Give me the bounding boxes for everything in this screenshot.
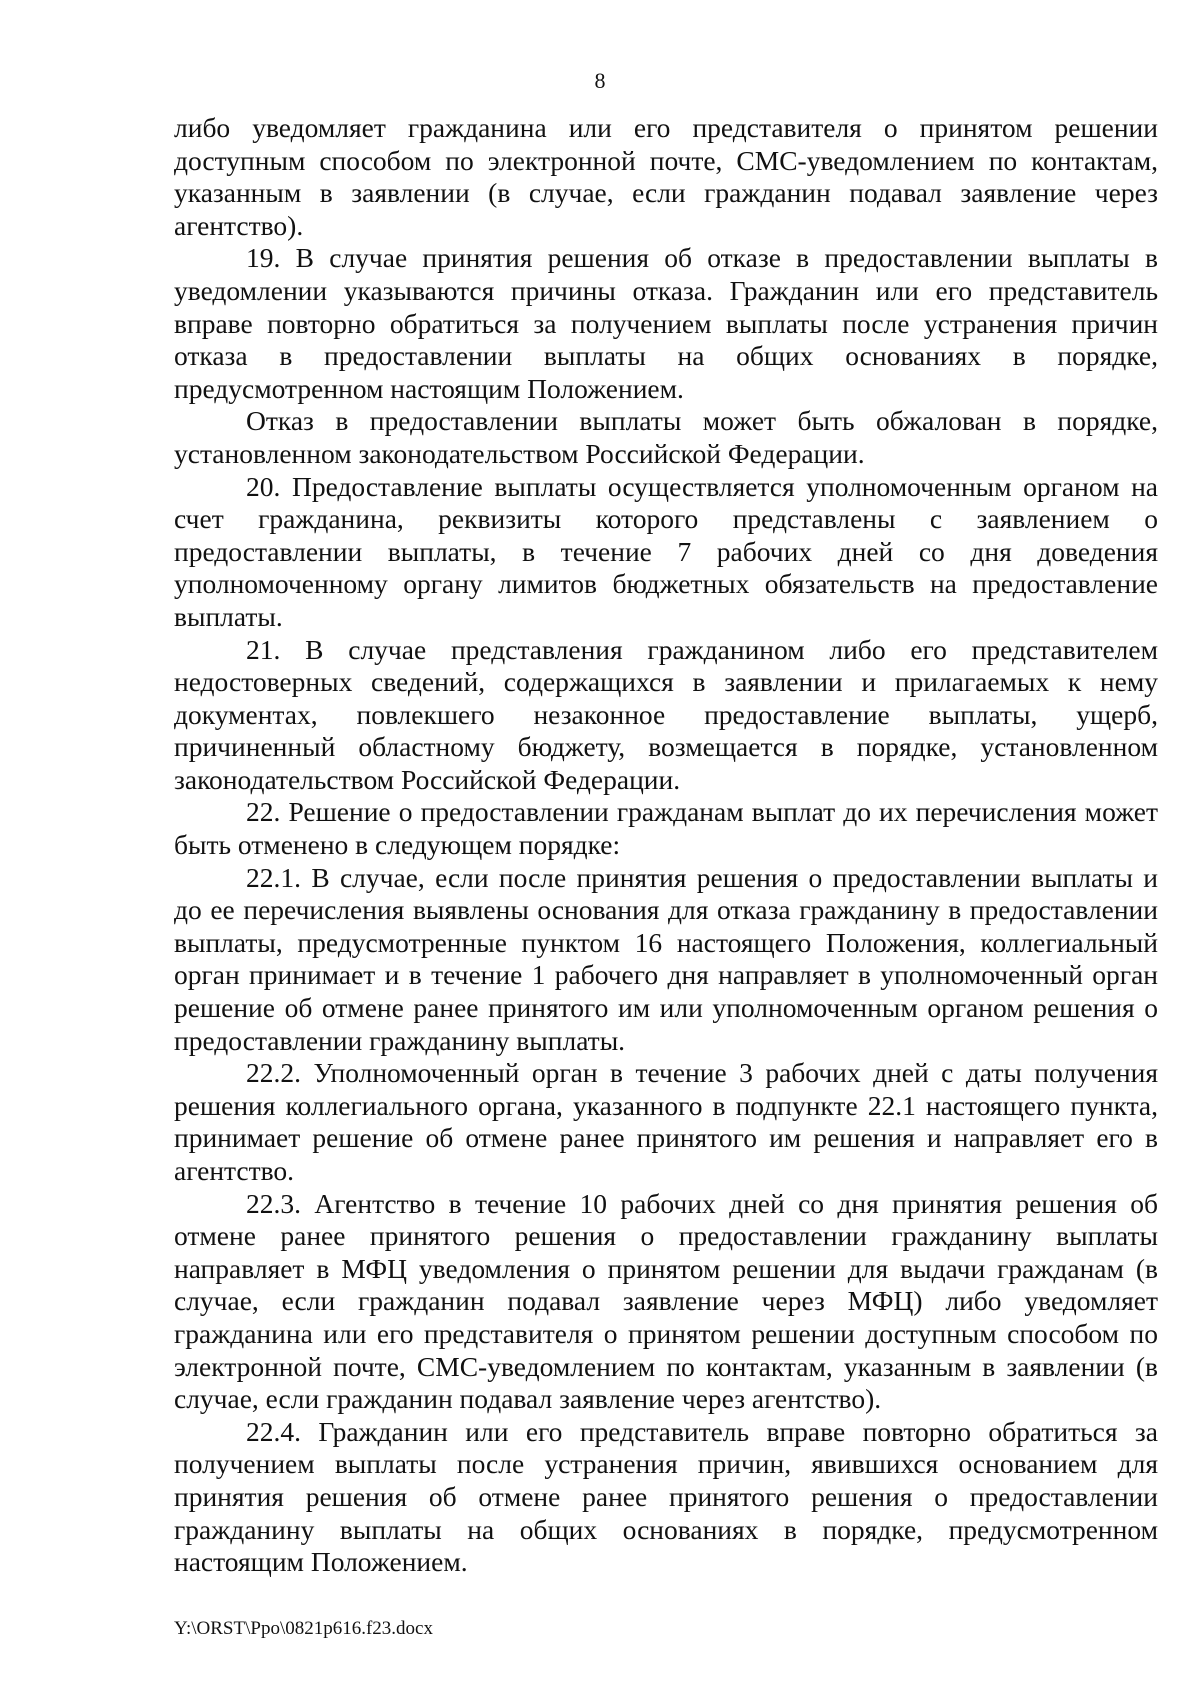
footer-file-path: Y:\ORST\Ppo\0821p616.f23.docx <box>174 1618 433 1639</box>
paragraph-refusal-appeal: Отказ в предоставлении выплаты может быть обжалован в порядке, установленном законодательством Российской Федерации. <box>174 405 1158 469</box>
paragraph-22: 22. Решение о предоставлении гражданам выплат до их перечисления может быть отменено в следующем порядке: <box>174 796 1158 861</box>
paragraph-22-2: 22.2. Уполномоченный орган в течение 3 рабочих дней с даты получения решения коллегиального органа, указанного в подпункте 22.1 настоящего пункта, принимает решение об отмене ранее принятого им решения и направляет его в агентство. <box>174 1057 1158 1186</box>
paragraph-22-1: 22.1. В случае, если после принятия решения о предоставлении выплаты и до ее перечисления выявлены основания для отказа гражданину в предоставлении выплаты, предусмотренные пунктом 16 настоящего Положения, коллегиальный орган принимает и в течение 1 рабочего дня направляет в уполномоченный орган решение об отмене ранее принятого им или уполномоченным органом решения о предоставлении гражданину выплаты. <box>174 861 1158 1056</box>
paragraph-continuation: либо уведомляет гражданина или его представителя о принятом решении доступным способом по электронной почте, СМС-уведомлением по контактам, указанным в заявлении (в случае, если гражданин подавал заявление через агентство). <box>174 112 1158 241</box>
paragraph-21: 21. В случае представления гражданином либо его представителем недостоверных сведений, содержащихся в заявлении и прилагаемых к нему документах, повлекшего незаконное предоставление выплаты, ущерб, причиненный областному бюджету, возмещается в порядке, установленном законодательством Российской Федерации. <box>174 633 1158 795</box>
paragraph-20: 20. Предоставление выплаты осуществляется уполномоченным органом на счет гражданина, реквизиты которого представлены с заявлением о предоставлении выплаты, в течение 7 рабочих дней со дня доведения уполномоченному органу лимитов бюджетных обязательств на предоставление выплаты. <box>174 470 1158 632</box>
paragraph-19: 19. В случае принятия решения об отказе в предоставлении выплаты в уведомлении указываются причины отказа. Гражданин или его представитель вправе повторно обратиться за получением выплаты после устранения причин отказа в предоставлении выплаты на общих основаниях в порядке, предусмотренном настоящим Положением. <box>174 242 1158 404</box>
page-number: 8 <box>594 68 606 93</box>
paragraph-22-4: 22.4. Гражданин или его представитель вправе повторно обратиться за получением выплаты после устранения причин, явившихся основанием для принятия решения об отмене ранее принятого решения о предоставлении гражданину выплаты на общих основаниях в порядке, предусмотренном настоящим Положением. <box>174 1415 1158 1578</box>
document-body <box>174 112 1158 1579</box>
paragraph-22-3: 22.3. Агентство в течение 10 рабочих дней со дня принятия решения об отмене ранее принятого решения о предоставлении гражданину выплаты направляет в МФЦ уведомления о принятом решении для выдачи гражданам (в случае, если гражданин подавал заявление через МФЦ) либо уведомляет гражданина или его представителя о принятом решении доступным способом по электронной почте, СМС-уведомлением по контактам, указанным в заявлении (в случае, если гражданин подавал заявление через агентство). <box>174 1187 1158 1415</box>
